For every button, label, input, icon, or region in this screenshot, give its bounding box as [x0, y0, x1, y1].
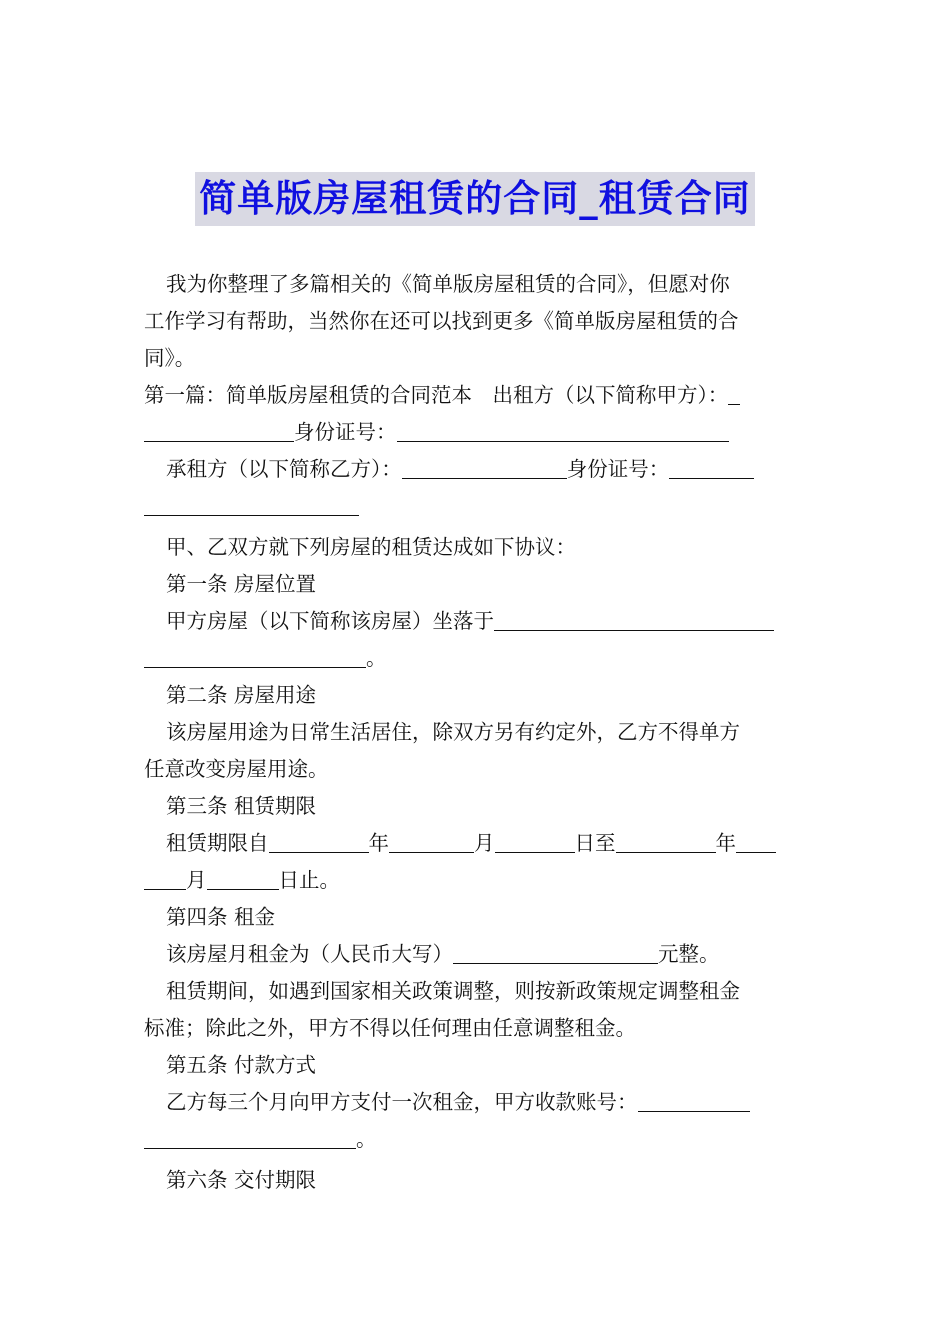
- intro-line-2: 工作学习有帮助，当然你在还可以找到更多《简单版房屋租赁的合: [144, 309, 739, 333]
- blank-location: [494, 606, 774, 631]
- blank-id-1: [397, 417, 729, 442]
- article-5-line-2: [144, 1121, 806, 1158]
- article-1-line-1: [144, 603, 806, 640]
- article-1-end: 。: [366, 646, 387, 670]
- part1-heading: 第一篇：简单版房屋租赁的合同范本 出租方（以下简称甲方）：: [144, 383, 729, 407]
- id-label-1: 身份证号：: [294, 420, 397, 444]
- part1-line-3: [144, 451, 806, 488]
- document-body: [144, 266, 806, 1199]
- rent-yuan: 元整。: [658, 942, 720, 966]
- article-4-heading: 第四条 租金: [166, 905, 276, 929]
- intro-line-1: 我为你整理了多篇相关的《简单版房屋租赁的合同》，但愿对你: [166, 272, 730, 296]
- blank-account: [638, 1087, 750, 1112]
- article-2-line-1: 该房屋用途为日常生活居住，除双方另有约定外，乙方不得单方: [166, 720, 740, 744]
- article-3-heading: 第三条 租赁期限: [166, 794, 317, 818]
- part1-line-4: [144, 488, 806, 525]
- article-4-line-2: 租赁期间，如遇到国家相关政策调整，则按新政策规定调整租金: [166, 979, 740, 1003]
- blank-id-2: [669, 454, 754, 479]
- id-label-2: 身份证号：: [566, 457, 670, 481]
- lessee-label: 承租方（以下简称乙方）：: [166, 457, 402, 481]
- article-6-heading: 第六条 交付期限: [166, 1168, 317, 1192]
- blank-lessor-cont: [144, 417, 294, 442]
- article-5-heading: 第五条 付款方式: [166, 1053, 317, 1077]
- article-2-line-2: 任意改变房屋用途。: [144, 757, 329, 781]
- article-5-end: 。: [356, 1127, 377, 1151]
- article-1-heading: 第一条 房屋位置: [166, 572, 317, 596]
- part1-line-1: [144, 377, 806, 414]
- payment-text: 乙方每三个月向甲方支付一次租金，甲方收款账号：: [166, 1090, 638, 1114]
- part1-line-2: [144, 414, 806, 451]
- term-year: 年: [368, 831, 389, 855]
- article-3-line-1: [144, 825, 806, 862]
- article-5-line-1: [144, 1084, 806, 1121]
- term-pre: 租赁期限自: [166, 831, 269, 855]
- blank-location-cont: [144, 643, 366, 668]
- blank-month-end-cont: [144, 865, 186, 890]
- article-4-line-3: 标准；除此之外，甲方不得以任何理由任意调整租金。: [144, 1016, 636, 1040]
- title-wrap: [0, 172, 950, 226]
- article-1-text: 甲方房屋（以下简称该房屋）坐落于: [166, 609, 494, 633]
- blank-lessee: [402, 454, 567, 479]
- article-2-heading: 第二条 房屋用途: [166, 683, 317, 707]
- term-dayend: 日止。: [278, 868, 340, 892]
- blank-month-end: [736, 828, 776, 853]
- blank-year-start: [269, 828, 369, 853]
- intro-line-3: 同》。: [144, 346, 196, 370]
- blank-rent: [453, 939, 658, 964]
- blank-account-cont: [144, 1124, 356, 1149]
- rent-label: 该房屋月租金为（人民币大写）: [166, 942, 453, 966]
- blank-year-end: [616, 828, 716, 853]
- blank-month-start: [389, 828, 474, 853]
- document-title: 简单版房屋租赁的合同_租赁合同: [195, 172, 755, 226]
- article-3-line-2: [144, 862, 806, 899]
- term-year2: 年: [715, 831, 736, 855]
- term-month2: 月: [186, 868, 207, 892]
- term-dayto: 日至: [574, 831, 616, 855]
- blank-id-2-cont: [144, 491, 359, 516]
- blank-day-end: [207, 865, 279, 890]
- article-1-line-2: [144, 640, 806, 677]
- agreement: 甲、乙双方就下列房屋的租赁达成如下协议：: [166, 535, 576, 559]
- article-4-line-1: [144, 936, 806, 973]
- blank-lessor: [728, 380, 740, 405]
- blank-day-start: [495, 828, 575, 853]
- term-month: 月: [474, 831, 495, 855]
